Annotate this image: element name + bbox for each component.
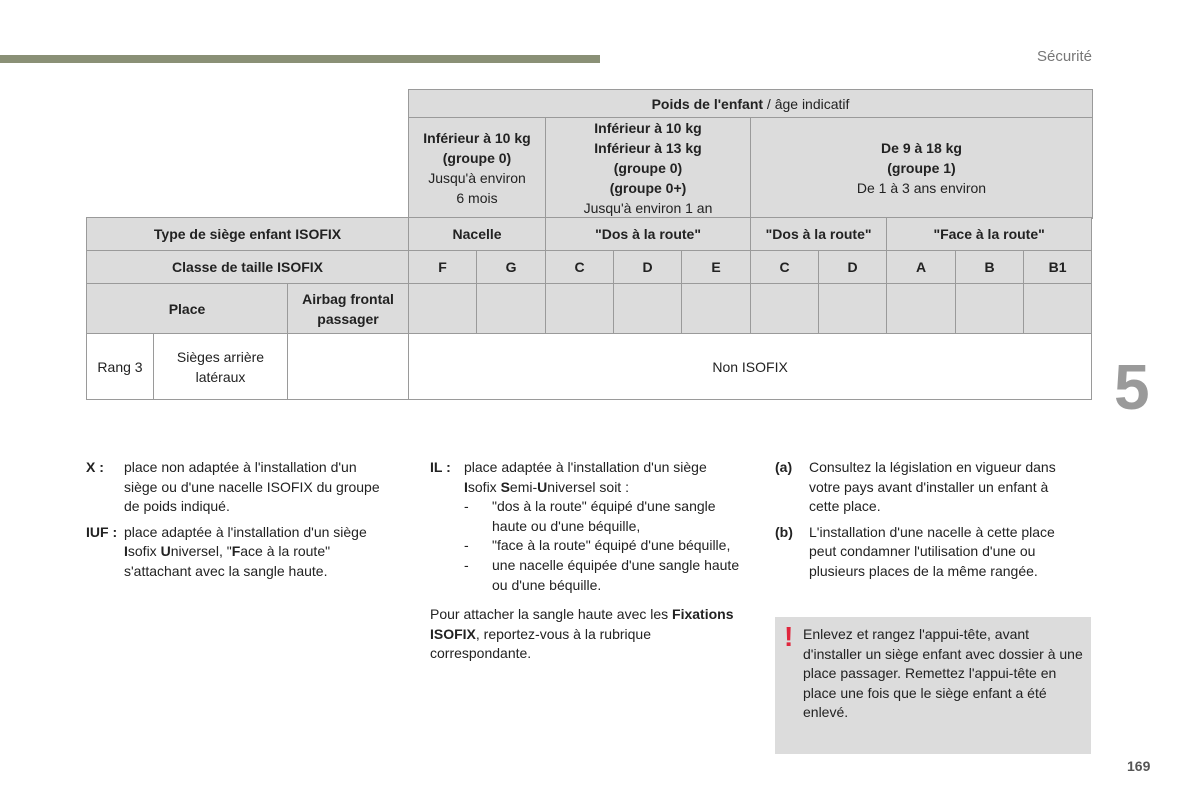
group-0-cell [409, 118, 546, 219]
group-1-age: De 1 à 3 ans environ [856, 180, 987, 196]
type-rear-facing-1: "Dos à la route" [546, 218, 751, 251]
empty-cell [477, 284, 546, 334]
group-0plus-cell [546, 118, 751, 219]
group-0-name: (groupe 0) [442, 150, 512, 166]
class-cell: A [887, 251, 956, 284]
empty-cell [956, 284, 1024, 334]
empty-cell [887, 284, 956, 334]
legend-x-key: X : [86, 459, 104, 475]
airbag-label-line-1: Airbag frontal [302, 290, 394, 307]
row-seat-line-2: latéraux [195, 368, 246, 385]
weight-header-table [408, 89, 1093, 219]
note-b [775, 523, 1085, 582]
group-1-cell [751, 118, 1093, 219]
legend-x [86, 458, 386, 517]
class-cell: D [819, 251, 887, 284]
note-a-key: (a) [775, 459, 793, 475]
class-cell: F [409, 251, 477, 284]
chapter-number: 5 [1114, 351, 1150, 423]
group-0plus-name-2: (groupe 0+) [609, 180, 687, 196]
note-a [775, 458, 1085, 517]
airbag-label [288, 284, 409, 334]
note-a-text: Consultez la législation en vigueur dans votre pays avant d'installer un enfant à cette place. [809, 459, 1056, 515]
il-bullet: - "face à la route" équipé d'une béquille, [464, 537, 731, 554]
group-0plus-age: Jusqu'à environ 1 an [583, 200, 713, 216]
legend-iuf-text: place adaptée à l'installation d'un siège Isofix Universel, "Face à la route" s'attachant avec la sangle haute. [124, 523, 367, 579]
top-rule [0, 55, 600, 63]
weight-header-rest: / âge indicatif [763, 95, 850, 112]
note-b-text: L'installation d'une nacelle à cette place peut condamner l'utilisation d'une ou plusieurs places de la même rangée. [809, 523, 1055, 579]
group-0plus-weight-1: Inférieur à 10 kg [594, 120, 702, 136]
warning-text: Enlevez et rangez l'appui-tête, avant d'installer un siège enfant avec dossier à une place passager. Remettez l'appui-tête en place une fois que le siège enfant a été enlevé. [803, 626, 1083, 721]
group-0plus-name-1: (groupe 0) [613, 160, 683, 176]
warning-icon: ! [784, 621, 794, 652]
row-airbag [288, 334, 409, 400]
row-seat-line-1: Sièges arrière [176, 348, 265, 365]
legend-il-text: place adaptée à l'installation d'un siège Isofix Semi-Universel soit : [464, 459, 707, 495]
note-b-key: (b) [775, 523, 793, 540]
class-cell: E [682, 251, 751, 284]
empty-cell [409, 284, 477, 334]
il-bullet: - une nacelle équipée d'une sangle haute ou d'une béquille. [464, 556, 740, 593]
strap-note: Pour attacher la sangle haute avec les Fixations ISOFIX, reportez-vous à la rubrique correspondante. [430, 606, 734, 662]
page-number: 169 [1127, 758, 1151, 774]
weight-header-bold: Poids de l'enfant [651, 95, 764, 112]
warning-box [775, 617, 1091, 754]
group-0plus-weight-2: Inférieur à 13 kg [594, 140, 702, 156]
class-cell: B1 [1024, 251, 1092, 284]
class-cell: G [477, 251, 546, 284]
class-label: Classe de taille ISOFIX [87, 251, 409, 284]
legend-col-1 [86, 458, 386, 588]
section-title: Sécurité [1036, 48, 1092, 65]
legend-col-2 [430, 458, 740, 664]
legend-il [430, 458, 740, 595]
class-cell: C [546, 251, 614, 284]
type-nacelle: Nacelle [409, 218, 546, 251]
group-0-weight: Inférieur à 10 kg [423, 130, 531, 146]
group-1-name: (groupe 1) [887, 160, 956, 176]
row-value: Non ISOFIX [409, 334, 1092, 400]
type-forward-facing: "Face à la route" [887, 218, 1092, 251]
empty-cell [751, 284, 819, 334]
type-rear-facing-2: "Dos à la route" [751, 218, 887, 251]
empty-cell [682, 284, 751, 334]
group-1-weight: De 9 à 18 kg [881, 140, 962, 156]
weight-header [409, 90, 1093, 118]
empty-cell [614, 284, 682, 334]
empty-cell [819, 284, 887, 334]
class-cell: D [614, 251, 682, 284]
empty-cell [546, 284, 614, 334]
legend-col-3 [775, 458, 1085, 588]
type-label: Type de siège enfant ISOFIX [87, 218, 409, 251]
legend-iuf-key: IUF : [86, 523, 118, 540]
group-0-age-2: 6 mois [456, 190, 498, 206]
row-seat [154, 334, 288, 400]
class-cell: C [751, 251, 819, 284]
legend-il-key: IL : [430, 459, 451, 475]
empty-cell [1024, 284, 1092, 334]
place-label: Place [87, 284, 288, 334]
legend-il-body [464, 458, 740, 595]
row-rang: Rang 3 [87, 334, 154, 400]
class-cell: B [956, 251, 1024, 284]
il-bullet: - "dos à la route" équipé d'une sangle haute ou d'une béquille, [464, 498, 716, 534]
isofix-table [86, 217, 1092, 400]
legend-iuf [86, 523, 386, 582]
airbag-label-line-2: passager [317, 310, 379, 327]
legend-x-text: place non adaptée à l'installation d'un siège ou d'une nacelle ISOFIX du groupe de poids indiqué. [124, 459, 380, 515]
group-0-age-1: Jusqu'à environ [428, 170, 526, 186]
